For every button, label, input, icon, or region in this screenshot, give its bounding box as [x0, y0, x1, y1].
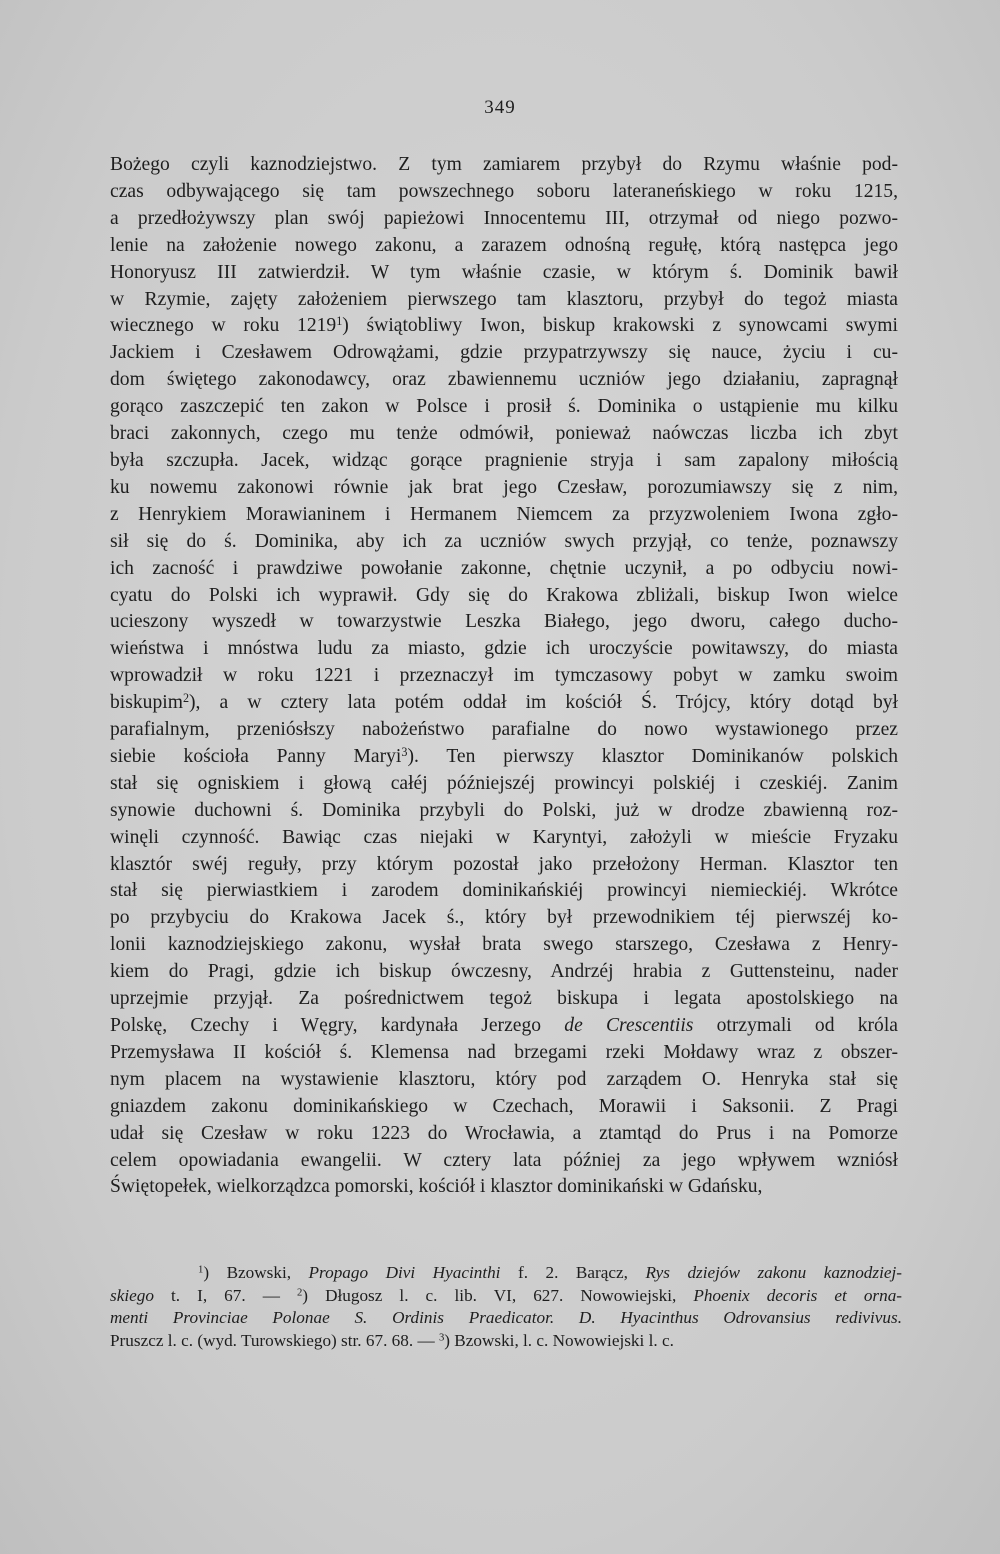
text-line: kiem do Pragi, gdzie ich biskup ówczesny, Andrzéj hrabia z Guttensteinu, nader — [110, 961, 898, 983]
text-line: lonii kaznodziejskiego zakonu, wysłał brata swego starszego, Czesława z Henry- — [110, 934, 898, 956]
text-line: z Henrykiem Morawianinem i Hermanem Niemcem za przyzwoleniem Iwona zgło- — [110, 503, 898, 525]
footnote-ref: 1 — [336, 314, 343, 329]
text-line: ich zacność i prawdziwe powołanie zakonne, chętnie uczynił, a po odbyciu nowi- — [110, 557, 898, 579]
text-line: gniazdem zakonu dominikańskiego w Czechach, Morawii i Saksonii. Z Pragi — [110, 1095, 898, 1117]
text-line: Jackiem i Czesławem Odrowążami, gdzie przypatrzywszy się nauce, życiu i cu- — [110, 342, 898, 364]
text-line: lenie na założenie nowego zakonu, a zarazem odnośną regułę, którą następca jego — [110, 234, 898, 256]
footnote-ref: 2 — [182, 691, 190, 706]
text-line: uprzejmie przyjął. Za pośrednictwem tegoż biskupa i legata apostolskiego na — [110, 988, 898, 1010]
text-line: synowie duchowni ś. Dominika przybyli do Polski, już w drodze zbawienną roz- — [110, 799, 898, 821]
text-line: wprowadził w roku 1221 i przeznaczył im tymczasowy pobyt w zamku swoim — [110, 665, 898, 687]
text-line: Świętopełek, wielkorządzca pomorski, kościół i klasztor dominikański w Gdańsku, — [110, 1176, 763, 1198]
footnote-line: $^1$) Bzowski, Propago Divi Hyacinthi f. 2. Barącz, Rys dziejów zakonu kaznodziej- — [198, 1263, 902, 1282]
text-line: Bożego czyli kaznodziejstwo. Z tym zamiarem przybył do Rzymu właśnie pod- — [110, 154, 898, 175]
text-line: po przybyciu do Krakowa Jacek ś., który był przewodnikiem téj pierwszéj ko- — [110, 907, 898, 929]
page-number: 349 — [484, 97, 516, 118]
text-line: wiecznego w roku 1219$^1$) świątobliwy Iwon, biskup krakowski z synowcami swymi — [110, 314, 898, 337]
text-line: klasztór swéj reguły, przy którym pozostał jako przełożony Herman. Klasztor ten — [110, 853, 898, 875]
text-line: dom świętego zakonodawcy, oraz zbawiennemu uczniów jego działaniu, zapragnął — [110, 369, 898, 391]
text-line: a przedłożywszy plan swój papieżowi Innocentemu III, otrzymał od niego pozwo- — [110, 207, 898, 229]
main-text — [110, 152, 898, 1201]
text-line: ucieszony wyszedł w towarzystwie Leszka Białego, jego dworu, całego ducho- — [110, 611, 898, 633]
text-line: była szczupła. Jacek, widząc gorące pragnienie stryja i sam zapalony miłością — [110, 449, 898, 471]
text-line: celem opowiadania ewangelii. W cztery lata później za jego wpływem wzniósł — [110, 1149, 898, 1171]
text-line: siebie kościoła Panny Maryi$^3$). Ten pierwszy klasztor Dominikanów polskich — [110, 744, 898, 767]
text-line: sił się do ś. Dominika, aby ich za uczniów swych przyjął, co tenże, poznawszy — [110, 530, 898, 552]
text-line: Honoryusz III zatwierdził. W tym właśnie czasie, w którym ś. Dominik bawił — [110, 261, 898, 283]
text-line: ku nowemu zakonowi równie jak brat jego Czesław, porozumiawszy się z nim, — [110, 476, 898, 498]
text-line: wieństwa i mnóstwa ludu za miasto, gdzie ich uroczyście powitawszy, do miasta — [110, 638, 898, 660]
text-line: braci zakonnych, czego mu tenże odmówił, ponieważ naówczas liczba ich zbyt — [110, 423, 898, 445]
text-line: parafialnym, przeniósłszy nabożeństwo parafialne do nowo wystawionego przez — [110, 719, 898, 741]
footnote-marker: 3 — [438, 1332, 445, 1344]
footnote-marker: 1 — [198, 1264, 204, 1276]
text-line: Polskę, Czechy i Węgry, kardynała Jerzego de Crescentiis otrzymali od króla — [110, 1015, 898, 1036]
text-line: nym placem na wystawienie klasztoru, który pod zarządem O. Henryka stał się — [110, 1068, 898, 1090]
footnote-line: Pruszcz l. c. (wyd. Turowskiego) str. 67. 68. — $^3$) Bzowski, l. c. Nowowiejski l. c. — [110, 1330, 674, 1350]
text-line: winęli czynność. Bawiąc czas niejaki w Karyntyi, założyli w mieście Fryzaku — [110, 826, 898, 848]
footnote-marker: 2 — [296, 1287, 303, 1299]
text-line: stał się ogniskiem i głową całéj późniejszéj prowincyi polskiéj i czeskiéj. Zanim — [110, 772, 898, 794]
footnote-line: menti Provinciae Polonae S. Ordinis Praedicator. D. Hyacinthus Odrovansius redivivus. — [110, 1308, 902, 1328]
text-line: stał się pierwiastkiem i zarodem dominikańskiéj prowincyi niemieckiéj. Wkrótce — [110, 880, 898, 902]
text-line: biskupim$^2$), a w cztery lata potém oddał im kościół Ś. Trójcy, który dotąd był — [110, 691, 898, 714]
footnote-line: skiego t. I, 67. — $^2$) Długosz l. c. lib. VI, 627. Nowowiejski, Phoenix decoris et orna- — [110, 1285, 903, 1305]
text-line: cyatu do Polski ich wyprawił. Gdy się do Krakowa zbliżali, biskup Iwon wielce — [110, 584, 898, 606]
footnotes — [110, 1262, 902, 1352]
text-line: udał się Czesław w roku 1223 do Wrocławia, a ztamtąd do Prus i na Pomorze — [110, 1122, 898, 1144]
text-line: gorąco zaszczepić ten zakon w Polsce i prosił ś. Dominika o ustąpienie mu kilku — [110, 396, 898, 418]
footnote-ref: 3 — [401, 744, 408, 759]
text-line: czas odbywającego się tam powszechnego soboru lateraneńskiego w roku 1215, — [110, 180, 898, 202]
text-line: w Rzymie, zajęty założeniem pierwszego tam klasztoru, przybył do tegoż miasta — [110, 288, 898, 310]
text-line: Przemysława II kościół ś. Klemensa nad brzegami rzeki Mołdawy wraz z obszer- — [110, 1041, 898, 1063]
